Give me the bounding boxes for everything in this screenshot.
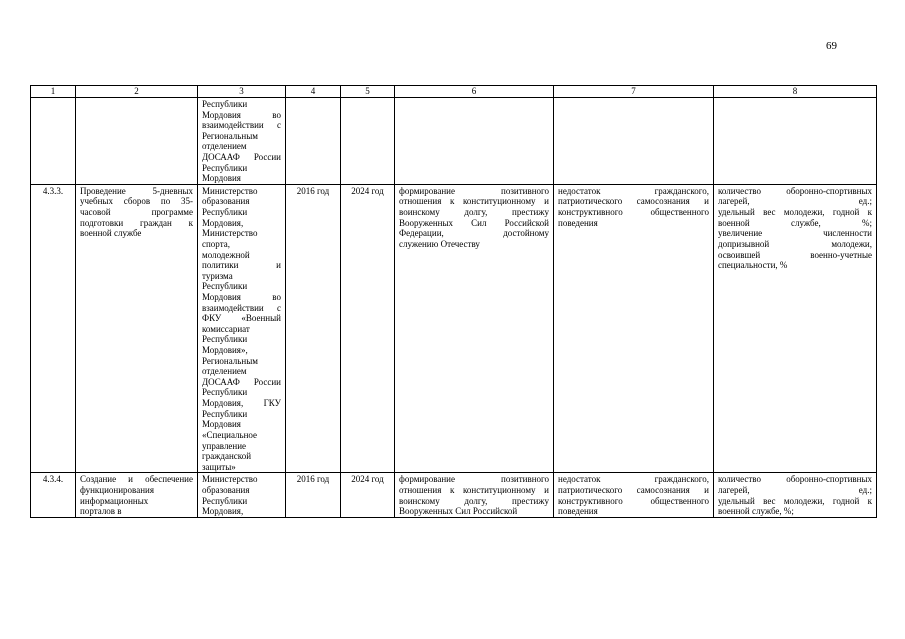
text-line: отделением [202, 366, 247, 377]
text-line: защиты» [202, 461, 236, 472]
text-line: Республики [202, 495, 248, 506]
text-line: отношения к конституционному и [399, 484, 549, 495]
text-line: формирование позитивного [399, 474, 549, 485]
header-col-7: 7 [554, 86, 714, 98]
text-line: Министерство [202, 185, 258, 196]
cont-end [341, 98, 395, 185]
text-line: образования [202, 484, 250, 495]
text-line: Мордовия, ГКУ [202, 398, 281, 409]
header-col-4: 4 [286, 86, 341, 98]
text-line: взаимодействии с [202, 302, 281, 313]
text-line: отношения к конституционному и [399, 196, 549, 207]
text-line: конструктивного общественного [558, 207, 709, 218]
text-line: Министерство [202, 474, 258, 485]
end-year: 2024 год [341, 473, 395, 517]
table-row [31, 473, 877, 517]
row-number: 4.3.4. [31, 473, 76, 517]
text-line: комиссариат [202, 323, 250, 334]
text-line: гражданской [202, 451, 252, 462]
text-line: Министерство [202, 228, 258, 239]
text-line: специальности, % [718, 260, 788, 271]
text-line: недостаток гражданского, [558, 185, 709, 196]
cont-name [76, 98, 198, 185]
text-line: Мордовия», [202, 345, 248, 356]
text-line: Республики [202, 408, 248, 419]
text-line: патриотического самосознания и [558, 484, 709, 495]
cont-consequences [554, 98, 714, 185]
header-col-2: 2 [76, 86, 198, 98]
text-line: Вооруженных Сил Российской [399, 506, 518, 517]
text-line: освоившей военно-учетные [718, 249, 872, 260]
text-line: воинскому долгу, престижу [399, 207, 549, 218]
header-col-8: 8 [714, 86, 877, 98]
header-col-6: 6 [395, 86, 554, 98]
text-line: спорта, [202, 238, 230, 249]
cont-start [286, 98, 341, 185]
text-line: формирование позитивного [399, 185, 549, 196]
text-line: информационных [80, 495, 149, 506]
expected-result [395, 184, 554, 472]
text-line: ДОСААФ России [202, 152, 281, 163]
text-line: Республики [202, 334, 248, 345]
text-line: туризма [202, 270, 233, 281]
text-line: подготовки граждан к [80, 217, 193, 228]
expected-result [395, 473, 554, 517]
text-line: Создание и обеспечение [80, 474, 193, 485]
indicators [714, 473, 877, 517]
end-year: 2024 год [341, 184, 395, 472]
text-line: функционирования [80, 484, 154, 495]
non-implementation-consequences [554, 184, 714, 472]
text-line: ДОСААФ России [202, 376, 281, 387]
text-line: Мордовия [202, 419, 241, 430]
text-line: количество оборонно-спортивных [718, 185, 872, 196]
cont-result [395, 98, 554, 185]
activity-name [76, 184, 198, 472]
text-line: военной службе, %; [718, 506, 794, 517]
text-line: порталов в [80, 506, 122, 517]
text-line: Республики [202, 207, 248, 218]
text-line: отделением [202, 141, 247, 152]
activity-name [76, 473, 198, 517]
text-line: допризывной молодежи, [718, 238, 872, 249]
text-line: Республики [202, 162, 248, 173]
text-line: Республики [202, 387, 248, 398]
text-line: Вооруженных Сил Российской [399, 217, 549, 228]
text-line: патриотического самосознания и [558, 196, 709, 207]
text-line: удельный вес молодежи, годной к [718, 207, 872, 218]
text-line: лагерей, ед.; [718, 196, 872, 207]
text-line: Республики [202, 99, 248, 109]
executors [198, 473, 286, 517]
text-line: недостаток гражданского, [558, 474, 709, 485]
text-line: «Специальное [202, 429, 258, 440]
text-line: Проведение 5-дневных [80, 185, 193, 196]
text-line: Мордовия, [202, 506, 244, 517]
start-year: 2016 год [286, 473, 341, 517]
text-line: воинскому долгу, престижу [399, 495, 549, 506]
text-line: Региональным [202, 130, 258, 141]
text-line: количество оборонно-спортивных [718, 474, 872, 485]
cont-indicators [714, 98, 877, 185]
start-year: 2016 год [286, 184, 341, 472]
header-row [31, 86, 877, 98]
row-number: 4.3.3. [31, 184, 76, 472]
text-line: образования [202, 196, 250, 207]
text-line: Мордовия во [202, 291, 281, 302]
continuation-row [31, 98, 877, 185]
table-row [31, 184, 877, 472]
text-line: политики и [202, 260, 281, 271]
header-col-5: 5 [341, 86, 395, 98]
text-line: часовой программе [80, 207, 193, 218]
text-line: увеличение численности [718, 228, 872, 239]
text-line: молодежной [202, 249, 250, 260]
non-implementation-consequences [554, 473, 714, 517]
text-line: Республики [202, 281, 248, 292]
header-col-1: 1 [31, 86, 76, 98]
text-line: поведения [558, 217, 598, 228]
text-line: учебных сборов по 35- [80, 196, 193, 207]
header-col-3: 3 [198, 86, 286, 98]
program-table [30, 85, 877, 518]
text-line: управление [202, 440, 247, 451]
text-line: ФКУ «Военный [202, 313, 281, 324]
text-line: Мордовия [202, 173, 241, 184]
indicators [714, 184, 877, 472]
text-line: Федерации, достойному [399, 228, 549, 239]
page-number: 69 [826, 40, 837, 52]
executors [198, 184, 286, 472]
text-line: удельный вес молодежи, годной к [718, 495, 872, 506]
cont-executors [198, 98, 286, 185]
text-line: Мордовия во [202, 109, 281, 120]
cont-num [31, 98, 76, 185]
text-line: конструктивного общественного [558, 495, 709, 506]
text-line: взаимодействии с [202, 120, 281, 131]
text-line: поведения [558, 506, 598, 517]
text-line: лагерей, ед.; [718, 484, 872, 495]
text-line: Мордовия, [202, 217, 244, 228]
text-line: Региональным [202, 355, 258, 366]
text-line: военной службе [80, 228, 142, 239]
text-line: военной службе, %; [718, 217, 872, 228]
text-line: служению Отечеству [399, 238, 480, 249]
